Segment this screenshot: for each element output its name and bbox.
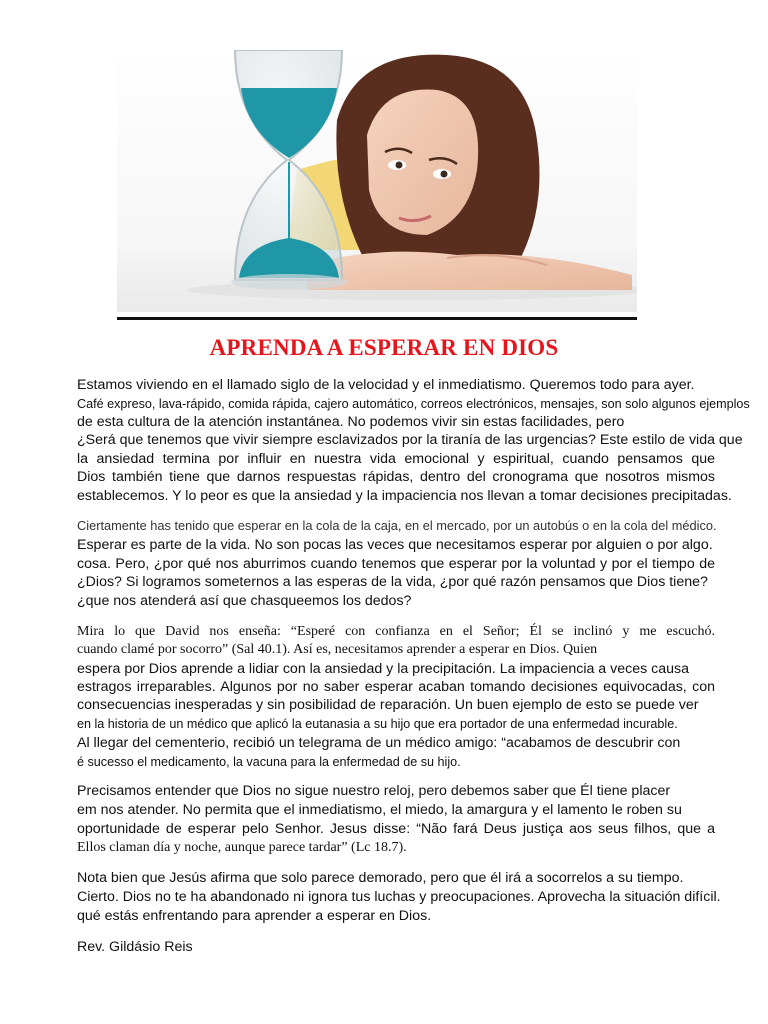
text-line: cuando clamé por socorro” (Sal 40.1). Así es, necesitamos aprender a esperar en Dios. Quien: [77, 642, 598, 657]
text-line: espera por Dios aprende a lidiar con la ansiedad y la precipitación. La impaciencia a veces causa: [77, 661, 689, 677]
text-line: Esperar es parte de la vida. No son pocas las veces que necesitamos esperar por alguien o por algo.: [77, 537, 713, 553]
text-line: ¿Será que tenemos que vivir siempre esclavizados por la tiranía de las urgencias? Este estilo de vida que: [77, 432, 743, 448]
text-line: Estamos viviendo en el llamado siglo de la velocidad y el inmediatismo. Queremos todo para ayer.: [77, 377, 695, 393]
text-line: Cierto. Dios no te ha abandonado ni ignora tus luchas y preocupaciones. Aprovecha la situación difícil.: [77, 889, 721, 905]
text-line: Precisamos entender que Dios no sigue nuestro reloj, pero debemos saber que Él tiene placer: [77, 783, 671, 799]
text-line: estragos irreparables. Algunos por no saber esperar acaban tomando decisiones equivocadas, con: [77, 679, 715, 695]
text-line: Mira lo que David nos enseña: “Esperé con confianza en el Señor; Él se inclinó y me escuchó.: [77, 624, 715, 639]
text-line: Dios también tiene que darnos respuestas rápidas, dentro del cronograma que nosotros mismos: [77, 469, 715, 485]
header-photo: [117, 50, 637, 312]
woman-with-hourglass-illustration: [117, 50, 637, 312]
text-line: qué estás enfrentando para aprender a esperar en Dios.: [77, 908, 432, 924]
text-line: oportunidade de esperar pelo Senhor. Jesus disse: “Não fará Deus justiça aos seus filhos, que a: [77, 821, 715, 837]
text-line: de esta cultura de la atención instantánea. No podemos vivir sin estas facilidades, pero: [77, 414, 625, 430]
text-line: Ellos claman día y noche, aunque parece tardar” (Lc 18.7).: [77, 840, 407, 855]
text-line: é sucesso el medicamento, la vacuna para la enfermedad de su hijo.: [77, 755, 461, 769]
text-line: Ciertamente has tenido que esperar en la cola de la caja, en el mercado, por un autobús o en la cola del médico.: [77, 518, 717, 533]
text-line: consecuencias inesperadas y sin posibilidad de reparación. Un buen ejemplo de esto se puede ver: [77, 697, 699, 713]
author-signature: Rev. Gildásio Reis: [77, 939, 193, 955]
page-title: APRENDA A ESPERAR EN DIOS: [209, 335, 559, 360]
text-line: en la historia de un médico que aplicó la eutanasia a su hijo que era portador de una enfermedad incurable.: [77, 717, 678, 731]
text-line: establecemos. Y lo peor es que la ansiedad y la impaciencia nos llevan a tomar decisiones precipitadas.: [77, 488, 732, 504]
text-line: ¿que nos atenderá así que chasqueemos los dedos?: [77, 593, 412, 609]
text-line: ¿Dios? Si logramos someternos a las esperas de la vida, ¿por qué razón pensamos que Dios tiene?: [77, 574, 708, 590]
text-line: Nota bien que Jesús afirma que solo parece demorado, pero que él irá a socorrelos a su tiempo.: [77, 870, 684, 886]
text-line: Al llegar del cementerio, recibió un telegrama de un médico amigo: “acabamos de descubrir con: [77, 735, 681, 751]
text-line: la ansiedad termina por influir en nuestra vida emocional y espiritual, cuando pensamos que: [77, 451, 715, 467]
title-divider: [117, 317, 637, 320]
text-line: em nos atender. No permita que el inmediatismo, el miedo, la amargura y el lamento le roben su: [77, 802, 682, 818]
text-line: cosa. Pero, ¿por qué nos aburrimos cuando tenemos que esperar por la voluntad y por el tiempo de: [77, 556, 715, 572]
text-line: Café expreso, lava-rápido, comida rápida, cajero automático, correos electrónicos, mensajes, son solo algunos ejemplos: [77, 397, 750, 411]
